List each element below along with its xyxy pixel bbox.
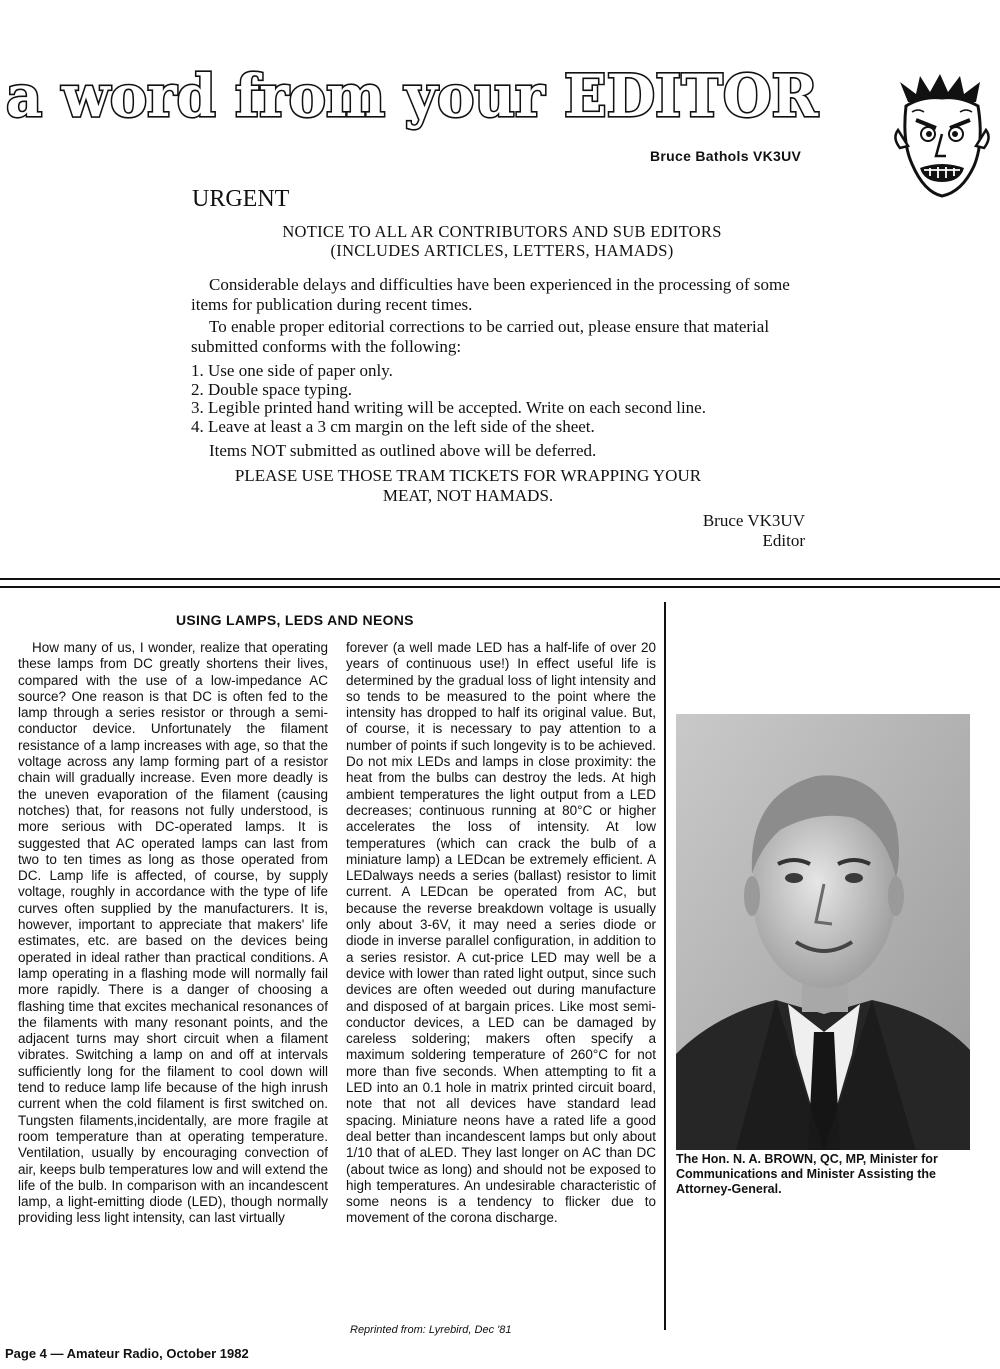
reprint-credit: Reprinted from: Lyrebird, Dec '81 — [350, 1324, 512, 1336]
article-column-2: forever (a well made LED has a half-life of over 20 years of continuous use!) In effect useful life is determined by the gradual loss of light intensity and so tends to be measured to the point where the intensity has dropped to half its original value. But, of course, it is necessary to pay attention to a number of points if such longevity is to be achieved. Do not mix LEDs and lamps in close proximity: the heat from the bulbs can destroy the leds. At high ambient temperatures the light output from a LED decreases; continuous running at 80°C or higher accelerates the loss of intensity. At low temperatures (which can crack the bulb of a miniature lamp) a LEDcan be extremely efficient. A LEDalways needs a series (ballast) resistor to limit current. A LEDcan be operated from AC, but because the reverse breakdown voltage is usually only about 3-6V, it may need a series diode or diode in inverse parallel configuration, in addition to a series resistor. A cut-price LED may well be a device with lower than rated light output, since such devices are often weeded out during manufacture and disposed of at bargain prices. Like most semi-conductor devices, a LED can be damaged by careless soldering; makers often specify a maximum soldering temperature of 260°C for not more than five seconds. When attempting to fit a LED into an 0.1 hole in matrix printed circuit board, note that not all devices have standard lead spacing. Miniature neons have a rated life a good deal better than incandescent lamps but only about 1/10 that of aLED. They last longer on AC than DC (about twice as long) and should not be exposed to high temperatures. An undesirable characteristic of some neons is a tendency to flicker due to movement of the corona discharge. — [346, 640, 656, 1226]
editor-caricature-icon — [890, 72, 994, 202]
byline: Bruce Bathols VK3UV — [650, 148, 802, 164]
page-footer: Page 4 — Amateur Radio, October 1982 — [5, 1346, 249, 1361]
submission-rules-list — [191, 362, 811, 436]
divider-line — [0, 586, 1000, 588]
tram-note-line: PLEASE USE THOSE TRAM TICKETS FOR WRAPPING YOUR — [234, 466, 702, 485]
notice-subtitle — [190, 222, 814, 260]
list-item: 3. Legible printed hand writing will be accepted. Write on each second line. — [191, 398, 706, 417]
signoff-name: Bruce VK3UV — [702, 511, 805, 530]
list-item: 4. Leave at least a 3 cm margin on the left side of the sheet. — [191, 416, 595, 436]
notice-subtitle-line: (INCLUDES ARTICLES, LETTERS, HAMADS) — [330, 241, 674, 260]
deferred-note: Items NOT submitted as outlined above will be deferred. — [209, 441, 597, 460]
masthead-title: a word from your EDITOR — [6, 62, 819, 130]
article-title: USING LAMPS, LEDS AND NEONS — [176, 612, 414, 628]
divider-line — [0, 578, 1000, 580]
tram-tickets-note — [190, 466, 746, 506]
portrait-photo — [676, 714, 970, 1150]
notice-paragraph-text: To enable proper editorial corrections to be carried out, please ensure that material submitted conforms with the following: — [191, 317, 770, 356]
masthead — [6, 58, 856, 138]
notice-heading: URGENT — [192, 186, 290, 212]
tram-note-line: MEAT, NOT HAMADS. — [382, 486, 554, 505]
notice-paragraph — [191, 275, 811, 315]
article-column-1 — [18, 640, 328, 1227]
notice-paragraph — [191, 317, 811, 357]
column-divider — [664, 602, 666, 1330]
photo-caption: The Hon. N. A. BROWN, QC, MP, Minister for Communications and Minister Assisting the Attorney-General. — [676, 1152, 938, 1196]
notice-subtitle-line: NOTICE TO ALL AR CONTRIBUTORS AND SUB EDITORS — [282, 222, 722, 241]
signoff-title: Editor — [762, 531, 805, 550]
signoff — [600, 511, 805, 551]
article-text: How many of us, I wonder, realize that operating these lamps from DC greatly shortens their lives, compared with the use of a low-impedance AC source? One reason is that DC is often fed to the lamp through a series resistor or through a semi-conductor device. Unfortunately the filament resistance of a lamp increases with age, so that the voltage across any lamp forming part of a resistor chain will gradually increase. Even more deadly is the uneven evaporation of the filament (causing notches) that, for reasons not fully understood, is more serious with DC-operated lamps. It is suggested that AC operated lamps can last from two to ten times as long as those operated from DC. Lamp life is affected, of course, by supply voltage, roughly in accordance with the type of life curves often supplied by the manufacturers. It is, however, important to appreciate that makers' life estimates, etc. are based on the devices being operated in ideal rather than practical conditions. A lamp operating in a flashing mode will normally fail more rapidly. There is a danger of choosing a flashing time that excites mechanical resonances of the filaments with many resonant points, and the adjacent turns may short circuit when a filament vibrates. Switching a lamp on and off at intervals sufficiently long for the filament to cool down will tend to reduce lamp life because of the high inrush current when the cold filament is first switched on. Tungsten filaments,incidentally, are more fragile at room temperature than at operating temperature. Ventilation, usually by encouraging convection of air, keeps bulb temperatures low and will extend the life of the bulb. In comparison with an incandescent lamp, a light-emitting diode (LED), though normally providing less light intensity, can last virtually — [18, 640, 328, 1226]
list-item: 1. Use one side of paper only. — [191, 361, 393, 380]
list-item: 2. Double space typing. — [191, 379, 352, 399]
notice-paragraph-text: Considerable delays and difficulties have been experienced in the processing of some items for publication during recent times. — [191, 275, 790, 314]
